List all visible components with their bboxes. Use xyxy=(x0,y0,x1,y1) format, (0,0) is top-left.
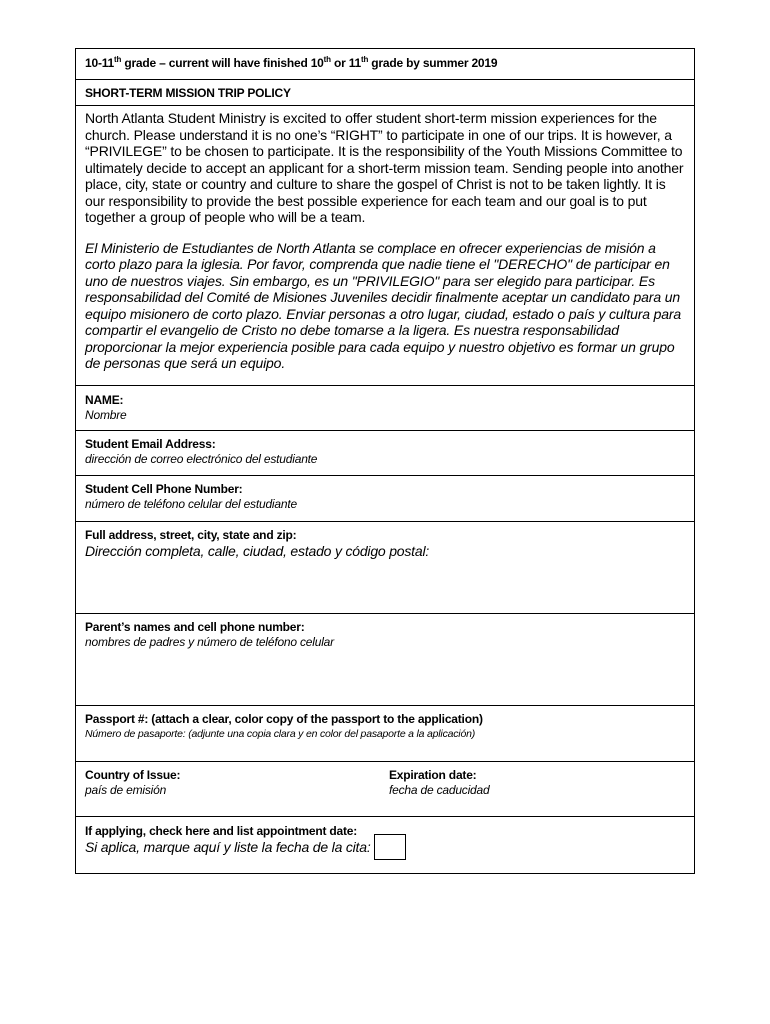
grade-text: or 11 xyxy=(330,56,361,70)
name-field[interactable] xyxy=(76,386,694,431)
policy-english: North Atlanta Student Ministry is excited to offer student short-term mission experiences for the church. Please understand it is no one’s “RIGHT” to participate in one of our trips. It is however, a “PRIVILEGE” to be chosen to participate. It is the responsibility of the Youth Missions Committee to ultimately decide to accept an applicant for a short-term mission team. Sending people into another place, city, state or country and culture to share the gospel of Christ is not to be taken lightly. It is our responsibility to provide the best possible experience for each team and our goal is to put together a group of people who will be a team. xyxy=(85,110,684,225)
name-label: NAME: xyxy=(85,393,124,407)
country-expiration-row xyxy=(76,762,694,817)
policy-title-row xyxy=(76,80,694,106)
country-label-es: país de emisión xyxy=(85,783,167,797)
phone-label: Student Cell Phone Number: xyxy=(85,482,243,496)
applying-label-es: Si aplica, marque aquí y liste la fecha de la cita: xyxy=(85,839,371,855)
email-label: Student Email Address: xyxy=(85,437,216,451)
grade-text: grade – current will have finished 10 xyxy=(121,56,324,70)
grade-text: grade by summer 2019 xyxy=(368,56,498,70)
email-label-es: dirección de correo electrónico del estudiante xyxy=(85,452,318,466)
policy-spanish: El Ministerio de Estudiantes de North Atlanta se complace en ofrecer experiencias de misión a corto plazo para la iglesia. Por favor, comprenda que nadie tiene el "DERECHO" de participar en uno de nuestros viajes. Sin embargo, es un "PRIVILEGIO" para ser elegido para participar. Es responsabilidad del Comité de Misiones Juveniles decidir finalmente aceptar un candidato para un equipo misionero de corto plazo. Enviar personas a otro lugar, ciudad, estado o país y cultura para compartir el evangelio de Cristo no debe tomarse a la ligera. Es nuestra responsabilidad proporcionar la mejor experiencia posible para cada equipo y nuestro objetivo es formar un grupo de personas que será un equipo. xyxy=(85,239,682,371)
grade-header-row xyxy=(76,49,694,80)
phone-label-es: número de teléfono celular del estudiante xyxy=(85,497,297,511)
passport-label-es: Número de pasaporte: (adjunte una copia clara y en color del pasaporte a la aplicación) xyxy=(85,728,476,740)
grade-sup: th xyxy=(323,55,331,64)
policy-title: SHORT-TERM MISSION TRIP POLICY xyxy=(85,86,291,100)
policy-text-row xyxy=(76,106,694,386)
country-label: Country of Issue: xyxy=(85,768,181,782)
applying-checkbox[interactable] xyxy=(374,834,406,860)
expiration-label: Expiration date: xyxy=(389,768,477,782)
passport-label: Passport #: (attach a clear, color copy of the passport to the application) xyxy=(85,712,483,726)
country-field[interactable] xyxy=(85,768,381,816)
address-field[interactable] xyxy=(76,522,694,614)
expiration-label-es: fecha de caducidad xyxy=(389,783,490,797)
parents-label: Parent’s names and cell phone number: xyxy=(85,620,305,634)
name-label-es: Nombre xyxy=(85,408,127,422)
grade-header xyxy=(85,56,685,71)
address-label-es: Dirección completa, calle, ciudad, estado y código postal: xyxy=(85,543,430,559)
application-form xyxy=(75,48,695,874)
passport-field[interactable] xyxy=(76,706,694,762)
grade-range: 10-11 xyxy=(85,56,115,70)
parents-field[interactable] xyxy=(76,614,694,706)
grade-sup: th xyxy=(114,55,122,64)
expiration-field[interactable] xyxy=(381,768,685,816)
grade-sup: th xyxy=(360,55,369,64)
parents-label-es: nombres de padres y número de teléfono celular xyxy=(85,635,334,649)
applying-label: If applying, check here and list appointment date: xyxy=(85,824,358,838)
phone-field[interactable] xyxy=(76,476,694,522)
address-label: Full address, street, city, state and zip: xyxy=(85,528,297,542)
email-field[interactable] xyxy=(76,431,694,476)
applying-field xyxy=(76,817,694,873)
